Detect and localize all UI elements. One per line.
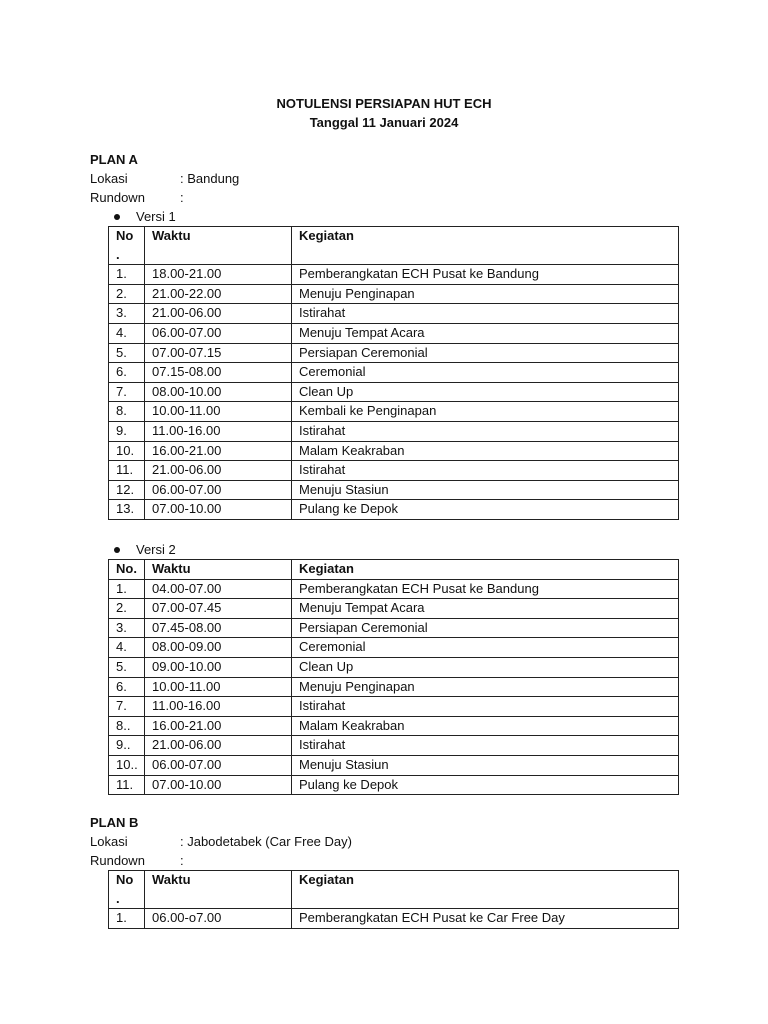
- cell-kegiatan: Persiapan Ceremonial: [292, 343, 679, 363]
- cell-waktu: 10.00-11.00: [145, 402, 292, 422]
- table-row: [109, 736, 679, 756]
- rundown-table-plan-b: [108, 870, 679, 929]
- table-row: [109, 716, 679, 736]
- cell-no: 1.: [109, 265, 145, 285]
- cell-kegiatan: Menuju Tempat Acara: [292, 323, 679, 343]
- cell-no: 6.: [109, 677, 145, 697]
- cell-kegiatan: Istirahat: [292, 421, 679, 441]
- table-row: [109, 461, 679, 481]
- table-row: [109, 579, 679, 599]
- table-row: [109, 677, 679, 697]
- cell-kegiatan: Menuju Penginapan: [292, 284, 679, 304]
- rundown-table-versi-1: [108, 226, 679, 520]
- cell-waktu: 11.00-16.00: [145, 421, 292, 441]
- plan-b-rundown-label: Rundown: [90, 853, 145, 868]
- cell-no: 6.: [109, 363, 145, 383]
- cell-kegiatan: Menuju Tempat Acara: [292, 599, 679, 619]
- cell-no: 8..: [109, 716, 145, 736]
- table-header-row: [109, 227, 679, 265]
- table-row: [109, 284, 679, 304]
- cell-waktu: 06.00-07.00: [145, 323, 292, 343]
- table-row: [109, 618, 679, 638]
- bullet-icon: [114, 547, 120, 553]
- header-waktu: Waktu: [145, 871, 292, 909]
- cell-waktu: 08.00-10.00: [145, 382, 292, 402]
- versi-2-bullet: [114, 540, 176, 559]
- table-row: [109, 421, 679, 441]
- cell-waktu: 09.00-10.00: [145, 657, 292, 677]
- plan-a-rundown-label: Rundown: [90, 190, 145, 205]
- table-row: [109, 775, 679, 795]
- cell-no: 11.: [109, 461, 145, 481]
- cell-kegiatan: Clean Up: [292, 657, 679, 677]
- cell-kegiatan: Clean Up: [292, 382, 679, 402]
- cell-kegiatan: Menuju Stasiun: [292, 755, 679, 775]
- cell-kegiatan: Pemberangkatan ECH Pusat ke Bandung: [292, 579, 679, 599]
- table-row: [109, 363, 679, 383]
- plan-b-heading: PLAN B: [90, 815, 139, 830]
- versi-2-label: Versi 2: [136, 542, 176, 557]
- cell-waktu: 10.00-11.00: [145, 677, 292, 697]
- cell-no: 12.: [109, 480, 145, 500]
- cell-no: 1.: [109, 909, 145, 929]
- table-row: [109, 909, 679, 929]
- cell-kegiatan: Istirahat: [292, 461, 679, 481]
- cell-no: 7.: [109, 382, 145, 402]
- cell-kegiatan: Kembali ke Penginapan: [292, 402, 679, 422]
- cell-waktu: 07.00-07.45: [145, 599, 292, 619]
- cell-no: 2.: [109, 284, 145, 304]
- table-row: [109, 265, 679, 285]
- table-row: [109, 323, 679, 343]
- cell-waktu: 06.00-o7.00: [145, 909, 292, 929]
- plan-a-lokasi-value: : Bandung: [180, 171, 240, 186]
- header-kegiatan: Kegiatan: [292, 871, 679, 909]
- cell-no: 2.: [109, 599, 145, 619]
- cell-kegiatan: Pemberangkatan ECH Pusat ke Bandung: [292, 265, 679, 285]
- cell-kegiatan: Istirahat: [292, 736, 679, 756]
- cell-no: 13.: [109, 500, 145, 520]
- cell-waktu: 16.00-21.00: [145, 716, 292, 736]
- cell-waktu: 07.15-08.00: [145, 363, 292, 383]
- plan-b-rundown-value: :: [180, 853, 184, 868]
- header-kegiatan: Kegiatan: [292, 227, 679, 265]
- header-no: No .: [109, 871, 145, 909]
- cell-no: 4.: [109, 638, 145, 658]
- table-row: [109, 599, 679, 619]
- cell-waktu: 21.00-06.00: [145, 461, 292, 481]
- cell-kegiatan: Persiapan Ceremonial: [292, 618, 679, 638]
- header-waktu: Waktu: [145, 560, 292, 580]
- cell-no: 9..: [109, 736, 145, 756]
- cell-waktu: 06.00-07.00: [145, 755, 292, 775]
- cell-waktu: 07.00-07.15: [145, 343, 292, 363]
- plan-b-lokasi-value: : Jabodetabek (Car Free Day): [180, 834, 352, 849]
- cell-no: 4.: [109, 323, 145, 343]
- rundown-table-versi-2: [108, 559, 679, 795]
- cell-waktu: 04.00-07.00: [145, 579, 292, 599]
- cell-waktu: 07.45-08.00: [145, 618, 292, 638]
- table-row: [109, 500, 679, 520]
- cell-kegiatan: Pulang ke Depok: [292, 500, 679, 520]
- table-header-row: [109, 560, 679, 580]
- cell-waktu: 11.00-16.00: [145, 697, 292, 717]
- cell-kegiatan: Istirahat: [292, 697, 679, 717]
- cell-no: 3.: [109, 304, 145, 324]
- header-no: No .: [109, 227, 145, 265]
- cell-waktu: 16.00-21.00: [145, 441, 292, 461]
- cell-waktu: 07.00-10.00: [145, 775, 292, 795]
- cell-no: 5.: [109, 657, 145, 677]
- cell-kegiatan: Istirahat: [292, 304, 679, 324]
- cell-kegiatan: Ceremonial: [292, 363, 679, 383]
- table-row: [109, 343, 679, 363]
- cell-kegiatan: Pulang ke Depok: [292, 775, 679, 795]
- versi-1-bullet: [114, 207, 176, 226]
- document-title: NOTULENSI PERSIAPAN HUT ECH: [276, 96, 492, 111]
- table-row: [109, 402, 679, 422]
- cell-kegiatan: Ceremonial: [292, 638, 679, 658]
- bullet-icon: [114, 214, 120, 220]
- cell-no: 3.: [109, 618, 145, 638]
- header-kegiatan: Kegiatan: [292, 560, 679, 580]
- header-waktu: Waktu: [145, 227, 292, 265]
- table-row: [109, 304, 679, 324]
- cell-no: 11.: [109, 775, 145, 795]
- cell-no: 10..: [109, 755, 145, 775]
- cell-waktu: 21.00-22.00: [145, 284, 292, 304]
- cell-waktu: 21.00-06.00: [145, 736, 292, 756]
- cell-no: 8.: [109, 402, 145, 422]
- table-row: [109, 382, 679, 402]
- cell-no: 1.: [109, 579, 145, 599]
- cell-kegiatan: Malam Keakraban: [292, 441, 679, 461]
- plan-b-lokasi-label: Lokasi: [90, 834, 128, 849]
- cell-no: 9.: [109, 421, 145, 441]
- plan-a-lokasi-label: Lokasi: [90, 171, 128, 186]
- plan-a-heading: PLAN A: [90, 152, 138, 167]
- cell-waktu: 18.00-21.00: [145, 265, 292, 285]
- cell-kegiatan: Pemberangkatan ECH Pusat ke Car Free Day: [292, 909, 679, 929]
- cell-waktu: 07.00-10.00: [145, 500, 292, 520]
- table-row: [109, 755, 679, 775]
- cell-waktu: 06.00-07.00: [145, 480, 292, 500]
- header-no: No.: [109, 560, 145, 580]
- cell-kegiatan: Malam Keakraban: [292, 716, 679, 736]
- table-row: [109, 638, 679, 658]
- cell-waktu: 21.00-06.00: [145, 304, 292, 324]
- table-row: [109, 441, 679, 461]
- table-row: [109, 480, 679, 500]
- document-date: Tanggal 11 Januari 2024: [309, 115, 459, 130]
- document-header: [0, 94, 768, 132]
- table-row: [109, 657, 679, 677]
- plan-a-rundown-value: :: [180, 190, 184, 205]
- versi-1-label: Versi 1: [136, 209, 176, 224]
- cell-no: 5.: [109, 343, 145, 363]
- cell-kegiatan: Menuju Stasiun: [292, 480, 679, 500]
- table-row: [109, 697, 679, 717]
- cell-kegiatan: Menuju Penginapan: [292, 677, 679, 697]
- cell-no: 10.: [109, 441, 145, 461]
- table-header-row: [109, 871, 679, 909]
- cell-no: 7.: [109, 697, 145, 717]
- cell-waktu: 08.00-09.00: [145, 638, 292, 658]
